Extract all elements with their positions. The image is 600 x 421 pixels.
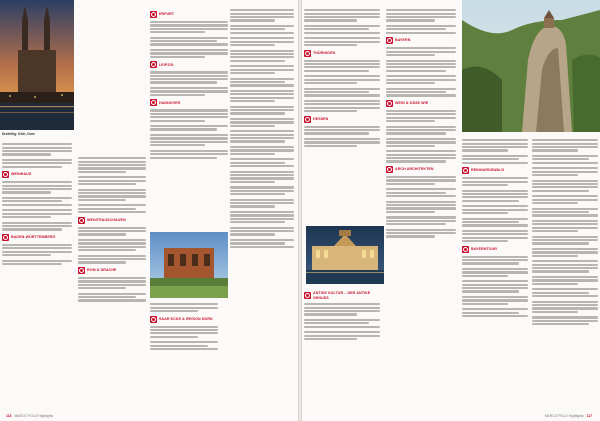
entry: [462, 139, 528, 151]
entry: [230, 211, 294, 223]
entry: [304, 100, 380, 112]
caption-text: Dreiteilig: Köln, Dom: [2, 132, 35, 136]
footer-label: MARCO POLO Highlights: [14, 414, 54, 418]
entry: [532, 167, 598, 176]
entry: [150, 109, 228, 121]
map-marker-icon: [386, 37, 393, 44]
entry: [78, 176, 146, 185]
entry: [230, 199, 294, 208]
entry: [304, 319, 380, 328]
map-marker-icon: [150, 61, 157, 68]
section-heading-label: REINHARDSWALD: [471, 168, 505, 173]
entry: [2, 143, 72, 155]
left-column-2: [78, 156, 146, 305]
section-heading: [150, 316, 218, 323]
map-marker-icon: [386, 100, 393, 107]
entry: [386, 188, 456, 197]
entry: [150, 326, 218, 338]
entry: [230, 227, 294, 236]
entry: [304, 9, 380, 21]
entry: [230, 158, 294, 167]
left-column-1: [2, 142, 72, 269]
entry: [386, 138, 456, 147]
map-marker-icon: [150, 316, 157, 323]
left-footer: [6, 414, 53, 418]
entry: [386, 75, 456, 84]
entry: [230, 78, 294, 87]
cathedral-caption: [2, 132, 72, 136]
map-marker-icon: [304, 292, 311, 299]
entry: [78, 204, 146, 213]
entry: [150, 49, 228, 58]
entry: [304, 88, 380, 97]
entry: [304, 331, 380, 340]
entry: [230, 106, 294, 115]
right-column-1: [304, 8, 380, 150]
right-footer: [545, 414, 594, 418]
page-number: 116: [6, 414, 12, 418]
entry: [150, 37, 228, 46]
section-heading-label: WEINHAUS: [11, 172, 32, 177]
map-marker-icon: [386, 166, 393, 173]
section-heading-label: ARCH ARCHITEKTEN: [395, 167, 434, 172]
map-marker-icon: [304, 50, 311, 57]
entry: [230, 25, 294, 34]
entry: [386, 201, 456, 213]
entry: [532, 139, 598, 151]
left-column-3: [150, 8, 228, 162]
entry: [386, 110, 456, 122]
entry: [150, 341, 218, 350]
section-heading: [304, 50, 380, 57]
section-heading: [2, 171, 72, 178]
entry: [462, 280, 528, 292]
entry: [2, 197, 72, 206]
section-heading-label: WEINTRAUSCHAUEN: [87, 217, 126, 222]
entry: [532, 220, 598, 232]
entry: [386, 150, 456, 162]
entry: [462, 190, 528, 202]
entry: [462, 205, 528, 214]
section-heading-label: BAYERNTOUR: [471, 246, 497, 251]
entry: [304, 60, 380, 72]
right-column-1-lower: [304, 288, 380, 344]
map-marker-icon: [304, 116, 311, 123]
entry: [532, 236, 598, 245]
entry: [462, 256, 528, 265]
left-column-4: [150, 302, 218, 354]
entry: [386, 126, 456, 135]
entry: [532, 316, 598, 325]
entry: [230, 130, 294, 142]
entry: [230, 171, 294, 183]
map-marker-icon: [78, 217, 85, 224]
entry: [2, 181, 72, 193]
entry: [304, 37, 380, 46]
entry: [150, 71, 228, 83]
section-heading-label: ROM & DRACHE: [87, 268, 117, 273]
section-heading-label: WEIN & KÄSE WIE: [395, 101, 429, 106]
map-marker-icon: [462, 167, 469, 174]
section-heading: [304, 291, 380, 300]
entry: [386, 60, 456, 72]
entry: [386, 229, 456, 238]
map-marker-icon: [78, 267, 85, 274]
right-page: [302, 0, 600, 421]
entry: [150, 125, 228, 131]
section-heading-label: THÜRINGEN: [313, 50, 336, 55]
right-column-4: [532, 138, 598, 329]
section-heading: [2, 234, 72, 241]
section-heading-label: ERFURT: [159, 12, 175, 17]
footer-label: MARCO POLO Highlights: [544, 414, 584, 418]
entry: [304, 303, 380, 315]
entry: [386, 176, 456, 185]
section-heading: [386, 166, 456, 173]
entry: [462, 177, 528, 186]
section-heading-label: BAYERN: [395, 38, 411, 43]
entry: [78, 227, 146, 236]
entry: [78, 293, 146, 302]
map-marker-icon: [150, 11, 157, 18]
map-marker-icon: [150, 99, 157, 106]
left-column-5: [230, 8, 294, 251]
entry: [462, 218, 528, 227]
section-heading: [78, 217, 146, 224]
entry: [2, 209, 72, 218]
entry: [230, 146, 294, 155]
entry: [78, 189, 146, 201]
entry: [532, 276, 598, 285]
entry: [230, 9, 294, 21]
cologne-cathedral-photo: [0, 0, 74, 130]
entry: [78, 277, 146, 289]
entry: [462, 308, 528, 317]
section-heading: [150, 99, 228, 106]
entry: [78, 239, 146, 251]
entry: [304, 138, 380, 147]
entry: [532, 208, 598, 217]
entry: [532, 288, 598, 297]
castle-rock-photo: [462, 0, 600, 132]
entry: [230, 50, 294, 62]
right-column-2: [386, 8, 456, 241]
entry: [230, 239, 294, 248]
roman-ruin-photo: [150, 232, 228, 298]
entry: [150, 134, 228, 146]
entry: [462, 268, 528, 277]
entry: [304, 126, 380, 135]
entry: [150, 87, 228, 96]
section-heading-label: ANTIKE KULTUR – DER ANTIKE GENUSS: [313, 291, 371, 300]
entry: [386, 9, 456, 21]
section-heading: [386, 37, 456, 44]
entry: [150, 150, 228, 159]
entry: [78, 157, 146, 173]
entry: [2, 260, 72, 266]
entry: [462, 296, 528, 305]
left-page: [0, 0, 298, 421]
entry: [230, 90, 294, 102]
section-heading: [386, 100, 456, 107]
section-heading: [462, 167, 528, 174]
entry: [2, 222, 72, 231]
right-column-3: [462, 138, 528, 321]
page-number: 117: [586, 414, 592, 418]
entry: [386, 25, 456, 34]
entry: [230, 65, 294, 74]
entry: [462, 155, 528, 164]
entry: [532, 301, 598, 313]
entry: [532, 155, 598, 164]
section-heading-label: LEIPZIG: [159, 62, 174, 67]
entry: [304, 25, 380, 34]
map-marker-icon: [462, 246, 469, 253]
entry: [386, 216, 456, 225]
entry: [2, 159, 72, 168]
section-heading: [462, 246, 528, 253]
palace-photo: [306, 226, 384, 284]
section-heading-label: HANNOVER: [159, 100, 181, 105]
map-marker-icon: [2, 171, 9, 178]
entry: [532, 248, 598, 257]
entry: [304, 75, 380, 84]
entry: [230, 118, 294, 127]
entry: [532, 260, 598, 272]
entry: [386, 47, 456, 56]
entry: [78, 255, 146, 264]
entry: [532, 195, 598, 204]
entry: [462, 230, 528, 242]
map-marker-icon: [2, 234, 9, 241]
entry: [386, 88, 456, 97]
entry: [150, 303, 218, 312]
entry: [230, 186, 294, 195]
section-heading-label: BADEN-WÜRTTEMBERG: [11, 235, 56, 240]
section-heading-label: SAAR ECKE & REGION NORD: [159, 316, 213, 321]
entry: [532, 180, 598, 192]
entry: [2, 244, 72, 256]
section-heading: [150, 61, 228, 68]
section-heading-label: HESSEN: [313, 116, 329, 121]
entry: [150, 21, 228, 33]
section-heading: [150, 11, 228, 18]
section-heading: [304, 116, 380, 123]
entry: [230, 37, 294, 46]
section-heading: [78, 267, 146, 274]
